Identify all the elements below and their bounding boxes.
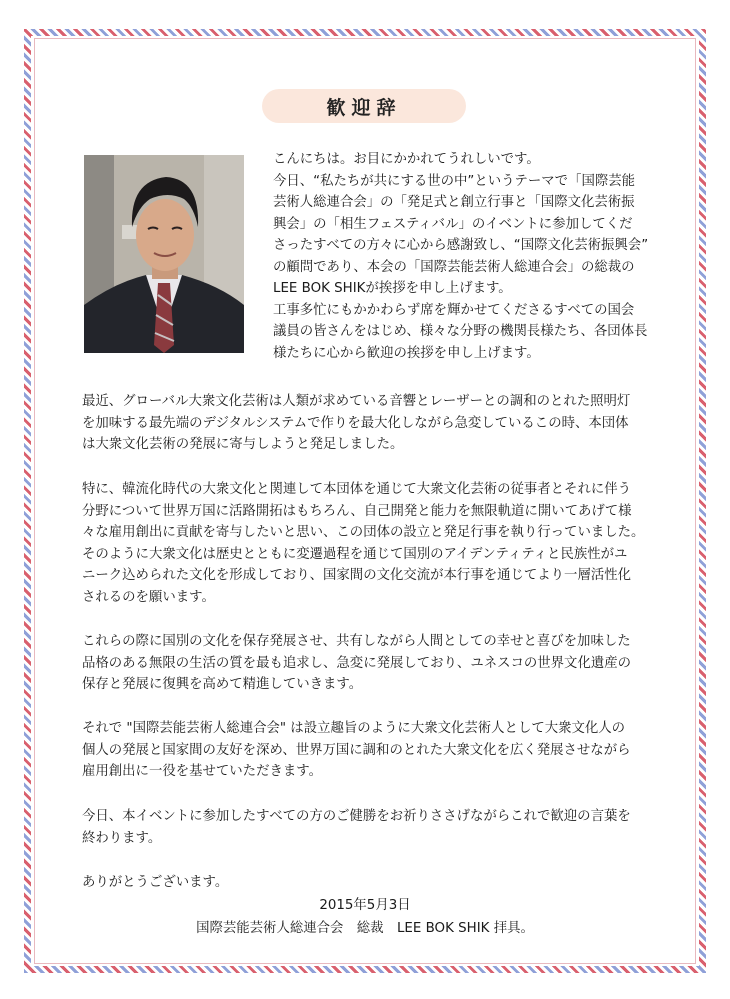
- paragraph-line: されるのを願います。: [82, 589, 215, 605]
- date: 2015年5月3日: [319, 898, 411, 913]
- closing-thanks: [82, 872, 228, 894]
- intro-text-block: [273, 149, 648, 364]
- paragraph: [82, 806, 631, 849]
- intro-line: の顧問であり、本会の「国際芸能芸術人総連合会」の総裁の: [273, 259, 635, 275]
- paragraph-line: 々な雇用創出に貢献を寄与したいと思い、この団体の設立と発足行事を執り行っていました。: [82, 525, 645, 540]
- intro-line: 芸術人総連合会」の「発足式と創立行事と「国際文化芸術振: [273, 195, 635, 210]
- signature: 国際芸能芸術人総連合会 総裁 LEE BOK SHIK 拝具。: [196, 921, 534, 936]
- intro-line: こんにちは。お目にかかれてうれしいです。: [273, 152, 540, 167]
- paragraph: [82, 391, 630, 456]
- paragraph-line: を加味する最先端のデジタルシステムで作りを最大化しながら急変しているこの時、本団体: [82, 415, 629, 431]
- portrait-illustration: [84, 155, 244, 353]
- paragraph-line: 個人の発展と国家間の友好を深め、世界万国に調和のとれた大衆文化を広く発展させながら: [82, 742, 631, 758]
- paragraph-line: 雇用創出に一役を基せていただきます。: [82, 764, 322, 779]
- intro-line: 様たちに心から歓迎の挨拶を申し上げます。: [273, 345, 540, 361]
- paragraph-line: そのように大衆文化は歴史とともに変遷過程を通じて国別のアイデンティティと民族性がユ: [82, 546, 628, 562]
- intro-line: 議員の皆さんをはじめ、様々な分野の機関長様たち、各団体長: [273, 324, 648, 339]
- intro-line: 興会」の「相生フェスティバル」のイベントに参加してくだ: [273, 216, 633, 232]
- paragraph-line: は大衆文化芸術の発展に寄与しようと発足しました。: [82, 437, 404, 452]
- paragraph-line: ニーク込められた文化を形成しており、国家間の文化交流が本行事を通じてより一層活性化: [82, 568, 632, 583]
- page-title: 歓迎辞: [262, 89, 466, 123]
- paragraph-line: 分野について世界万国に活路開拓はもちろん、自己開発と能力を無限軌道に開いてあげて様: [82, 503, 632, 519]
- paragraph-line: 終わります。: [82, 830, 162, 846]
- paragraph-line: 特に、韓流化時代の大衆文化と関連して本団体を通じて大衆文化芸術の従事者とそれに伴う: [82, 482, 632, 497]
- paragraph: [82, 718, 630, 783]
- intro-line: さったすべての方々に心から感謝致し、“国際文化芸術振興会”: [273, 238, 649, 253]
- paragraph-line: それで "国際芸能芸術人総連合会" は設立趣旨のように大衆文化芸術人として大衆文化人の: [82, 721, 626, 736]
- paragraph-line: 品格のある無限の生活の質を最も追求し、急変に発展しており、ユネスコの世界文化遺産の: [82, 655, 632, 671]
- paragraph: [82, 631, 631, 696]
- paragraph-line: 最近、グローバル大衆文化芸術は人類が求めている音響とレーザーとの調和のとれた照明灯: [82, 394, 631, 409]
- paragraph-line: ありがとうございます。: [82, 875, 229, 890]
- intro-line: 工事多忙にもかかわらず席を輝かせてくださるすべての国会: [273, 302, 635, 318]
- portrait-photo: [84, 155, 244, 353]
- intro-line: LEE BOK SHIKが挨拶を申し上げます。: [273, 281, 512, 296]
- intro-line: 今日、“私たちが共にする世の中”というテーマで「国際芸能: [273, 173, 636, 189]
- paragraph: [82, 479, 644, 608]
- paragraph-line: 今日、本イベントに参加したすべての方のご健勝をお祈りささげながらこれで歓迎の言葉を: [82, 809, 631, 824]
- paragraph-line: 保存と発展に復興を高めて精進していきます。: [82, 677, 363, 692]
- paragraph-line: これらの際に国別の文化を保存発展させ、共有しながら人間としての幸せと喜びを加味した: [82, 634, 631, 649]
